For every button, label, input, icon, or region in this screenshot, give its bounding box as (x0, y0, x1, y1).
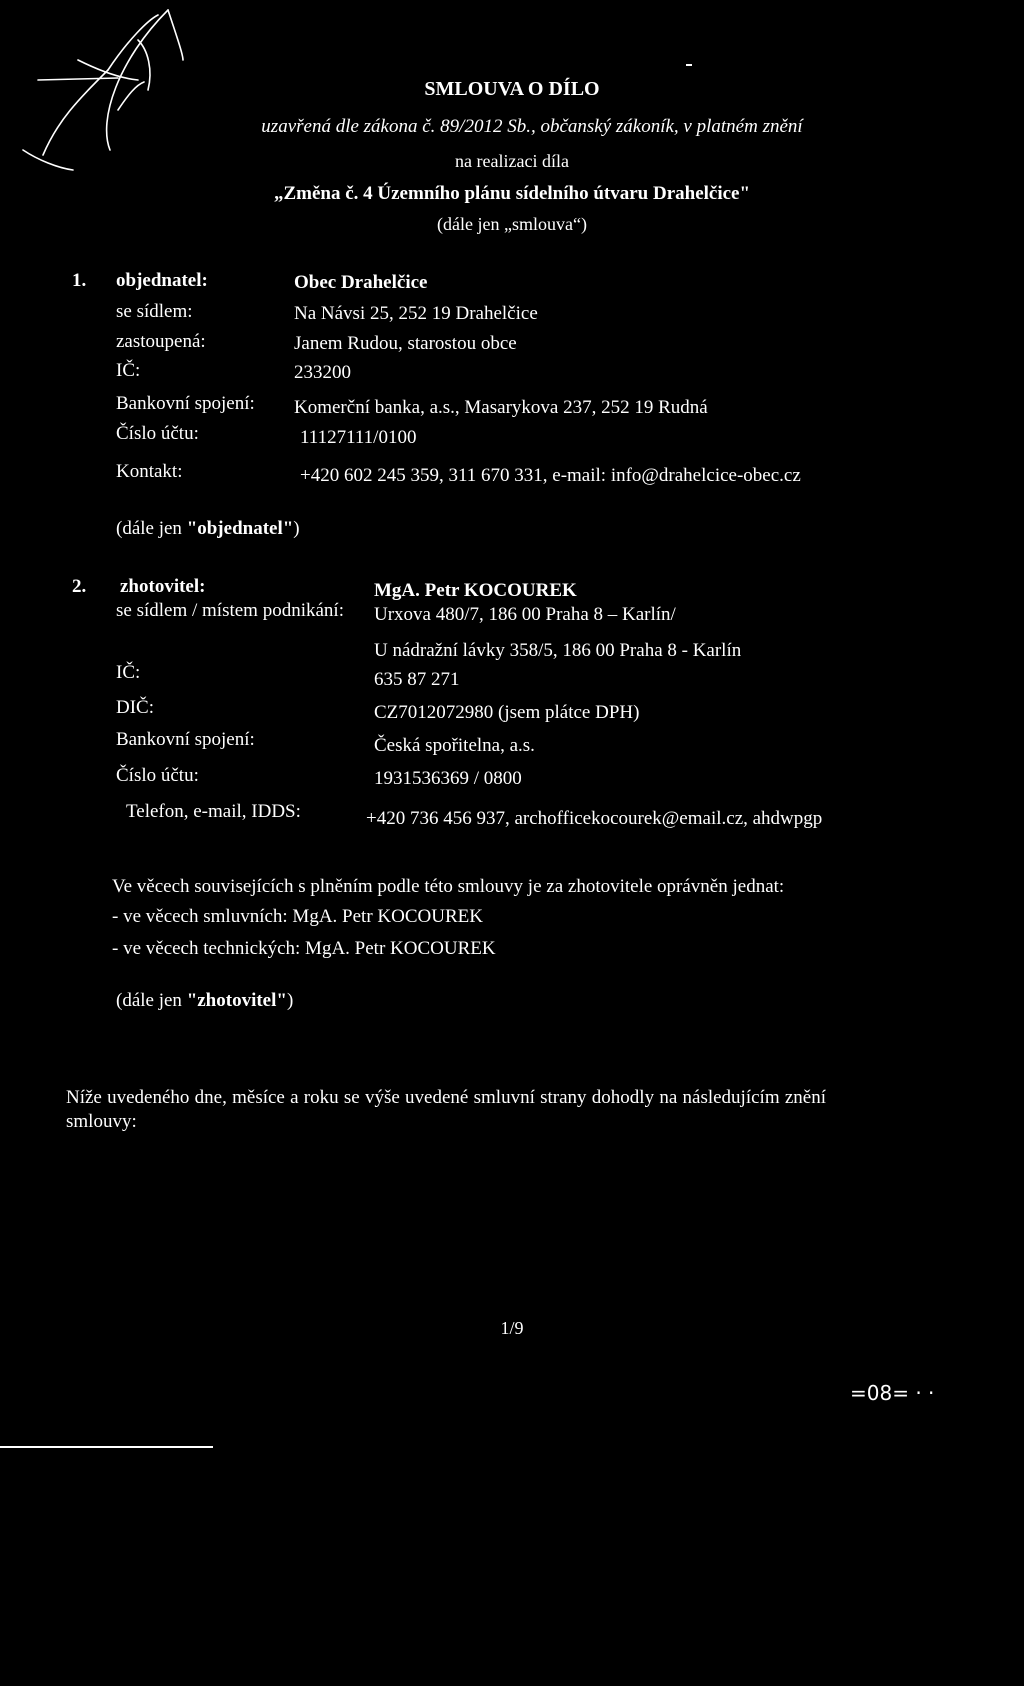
party2-account-value: 1931536369 / 0800 (374, 768, 522, 789)
party2-ic-label: IČ: (116, 662, 141, 683)
party2-seat-value: Urxova 480/7, 186 00 Praha 8 – Karlín/ (374, 604, 676, 625)
party1-seat-label: se sídlem: (116, 301, 193, 322)
speck-mark (686, 64, 692, 66)
party1-account-value: 11127111/0100 (300, 427, 417, 448)
party2-seat-label: se sídlem / místem podnikání: (116, 600, 344, 621)
party2-tech-line: - ve věcech technických: MgA. Petr KOCOUREK (112, 938, 496, 959)
party2-phone-label: Telefon, e-mail, IDDS: (126, 801, 301, 822)
corner-mark: =08= · · (850, 1381, 935, 1405)
party2-role-value: MgA. Petr KOCOUREK (374, 580, 577, 601)
party1-ic-value: 233200 (294, 362, 351, 383)
party2-seat-value2: U nádražní lávky 358/5, 186 00 Praha 8 - Karlín (374, 640, 742, 661)
party2-alias-suffix: ) (286, 990, 294, 1011)
party2-alias-bold: "zhotovitel" (186, 990, 287, 1011)
party1-bank-value: Komerční banka, a.s., Masarykova 237, 252 19 Rudná (294, 397, 708, 418)
closing-paragraph: Níže uvedeného dne, měsíce a roku se výše uvedené smluvní strany dohodly na následujícím znění smlouvy: (66, 1087, 826, 1132)
party1-seat-value: Na Návsi 25, 252 19 Drahelčice (294, 303, 538, 324)
party1-alias-bold: "objednatel" (186, 518, 294, 539)
party1-role-label: objednatel: (116, 270, 208, 291)
party1-contact-label: Kontakt: (116, 461, 183, 482)
party2-bank-value: Česká spořitelna, a.s. (374, 735, 535, 756)
party2-alias (116, 990, 293, 1012)
party1-account-label: Číslo účtu: (116, 423, 199, 444)
party1-alias-prefix: (dále jen (116, 518, 187, 539)
document-subtitle: uzavřená dle zákona č. 89/2012 Sb., občanský zákoník, v platném znění (261, 116, 803, 137)
document-alias: (dále jen „smlouva“) (437, 214, 587, 234)
party2-authorized-text: Ve věcech souvisejících s plněním podle této smlouvy je za zhotovitele oprávněn jednat: (112, 876, 785, 897)
party1-contact-value: +420 602 245 359, 311 670 331, e-mail: info@drahelcice-obec.cz (300, 465, 801, 486)
party2-phone-value: +420 736 456 937, archofficekocourek@email.cz, ahdwpgp (366, 808, 823, 829)
party1-rep-value: Janem Rudou, starostou obce (294, 333, 517, 354)
party1-ic-label: IČ: (116, 360, 141, 381)
party1-rep-label: zastoupená: (116, 331, 206, 352)
document-purpose: na realizaci díla (455, 151, 569, 171)
party2-role-label: zhotovitel: (120, 576, 206, 597)
party2-dic-label: DIČ: (116, 697, 154, 718)
party2-ic-value: 635 87 271 (374, 669, 460, 690)
document-title: SMLOUVA O DÍLO (424, 78, 600, 100)
party1-alias (116, 518, 300, 540)
party1-number: 1. (72, 270, 87, 291)
party2-bank-label: Bankovní spojení: (116, 729, 255, 750)
party1-alias-suffix: ) (293, 518, 300, 539)
page-number: 1/9 (500, 1318, 524, 1338)
party2-alias-prefix: (dále jen (116, 990, 187, 1011)
party1-bank-label: Bankovní spojení: (116, 393, 255, 414)
bottom-rule (0, 1446, 213, 1448)
project-name: „Změna č. 4 Územního plánu sídelního útvaru Drahelčice" (273, 183, 751, 204)
party1-role-value: Obec Drahelčice (294, 272, 428, 293)
party2-account-label: Číslo účtu: (116, 765, 199, 786)
party2-number: 2. (72, 576, 87, 597)
party2-dic-value: CZ7012072980 (jsem plátce DPH) (374, 702, 640, 723)
party2-contract-line: - ve věcech smluvních: MgA. Petr KOCOUREK (112, 906, 483, 927)
